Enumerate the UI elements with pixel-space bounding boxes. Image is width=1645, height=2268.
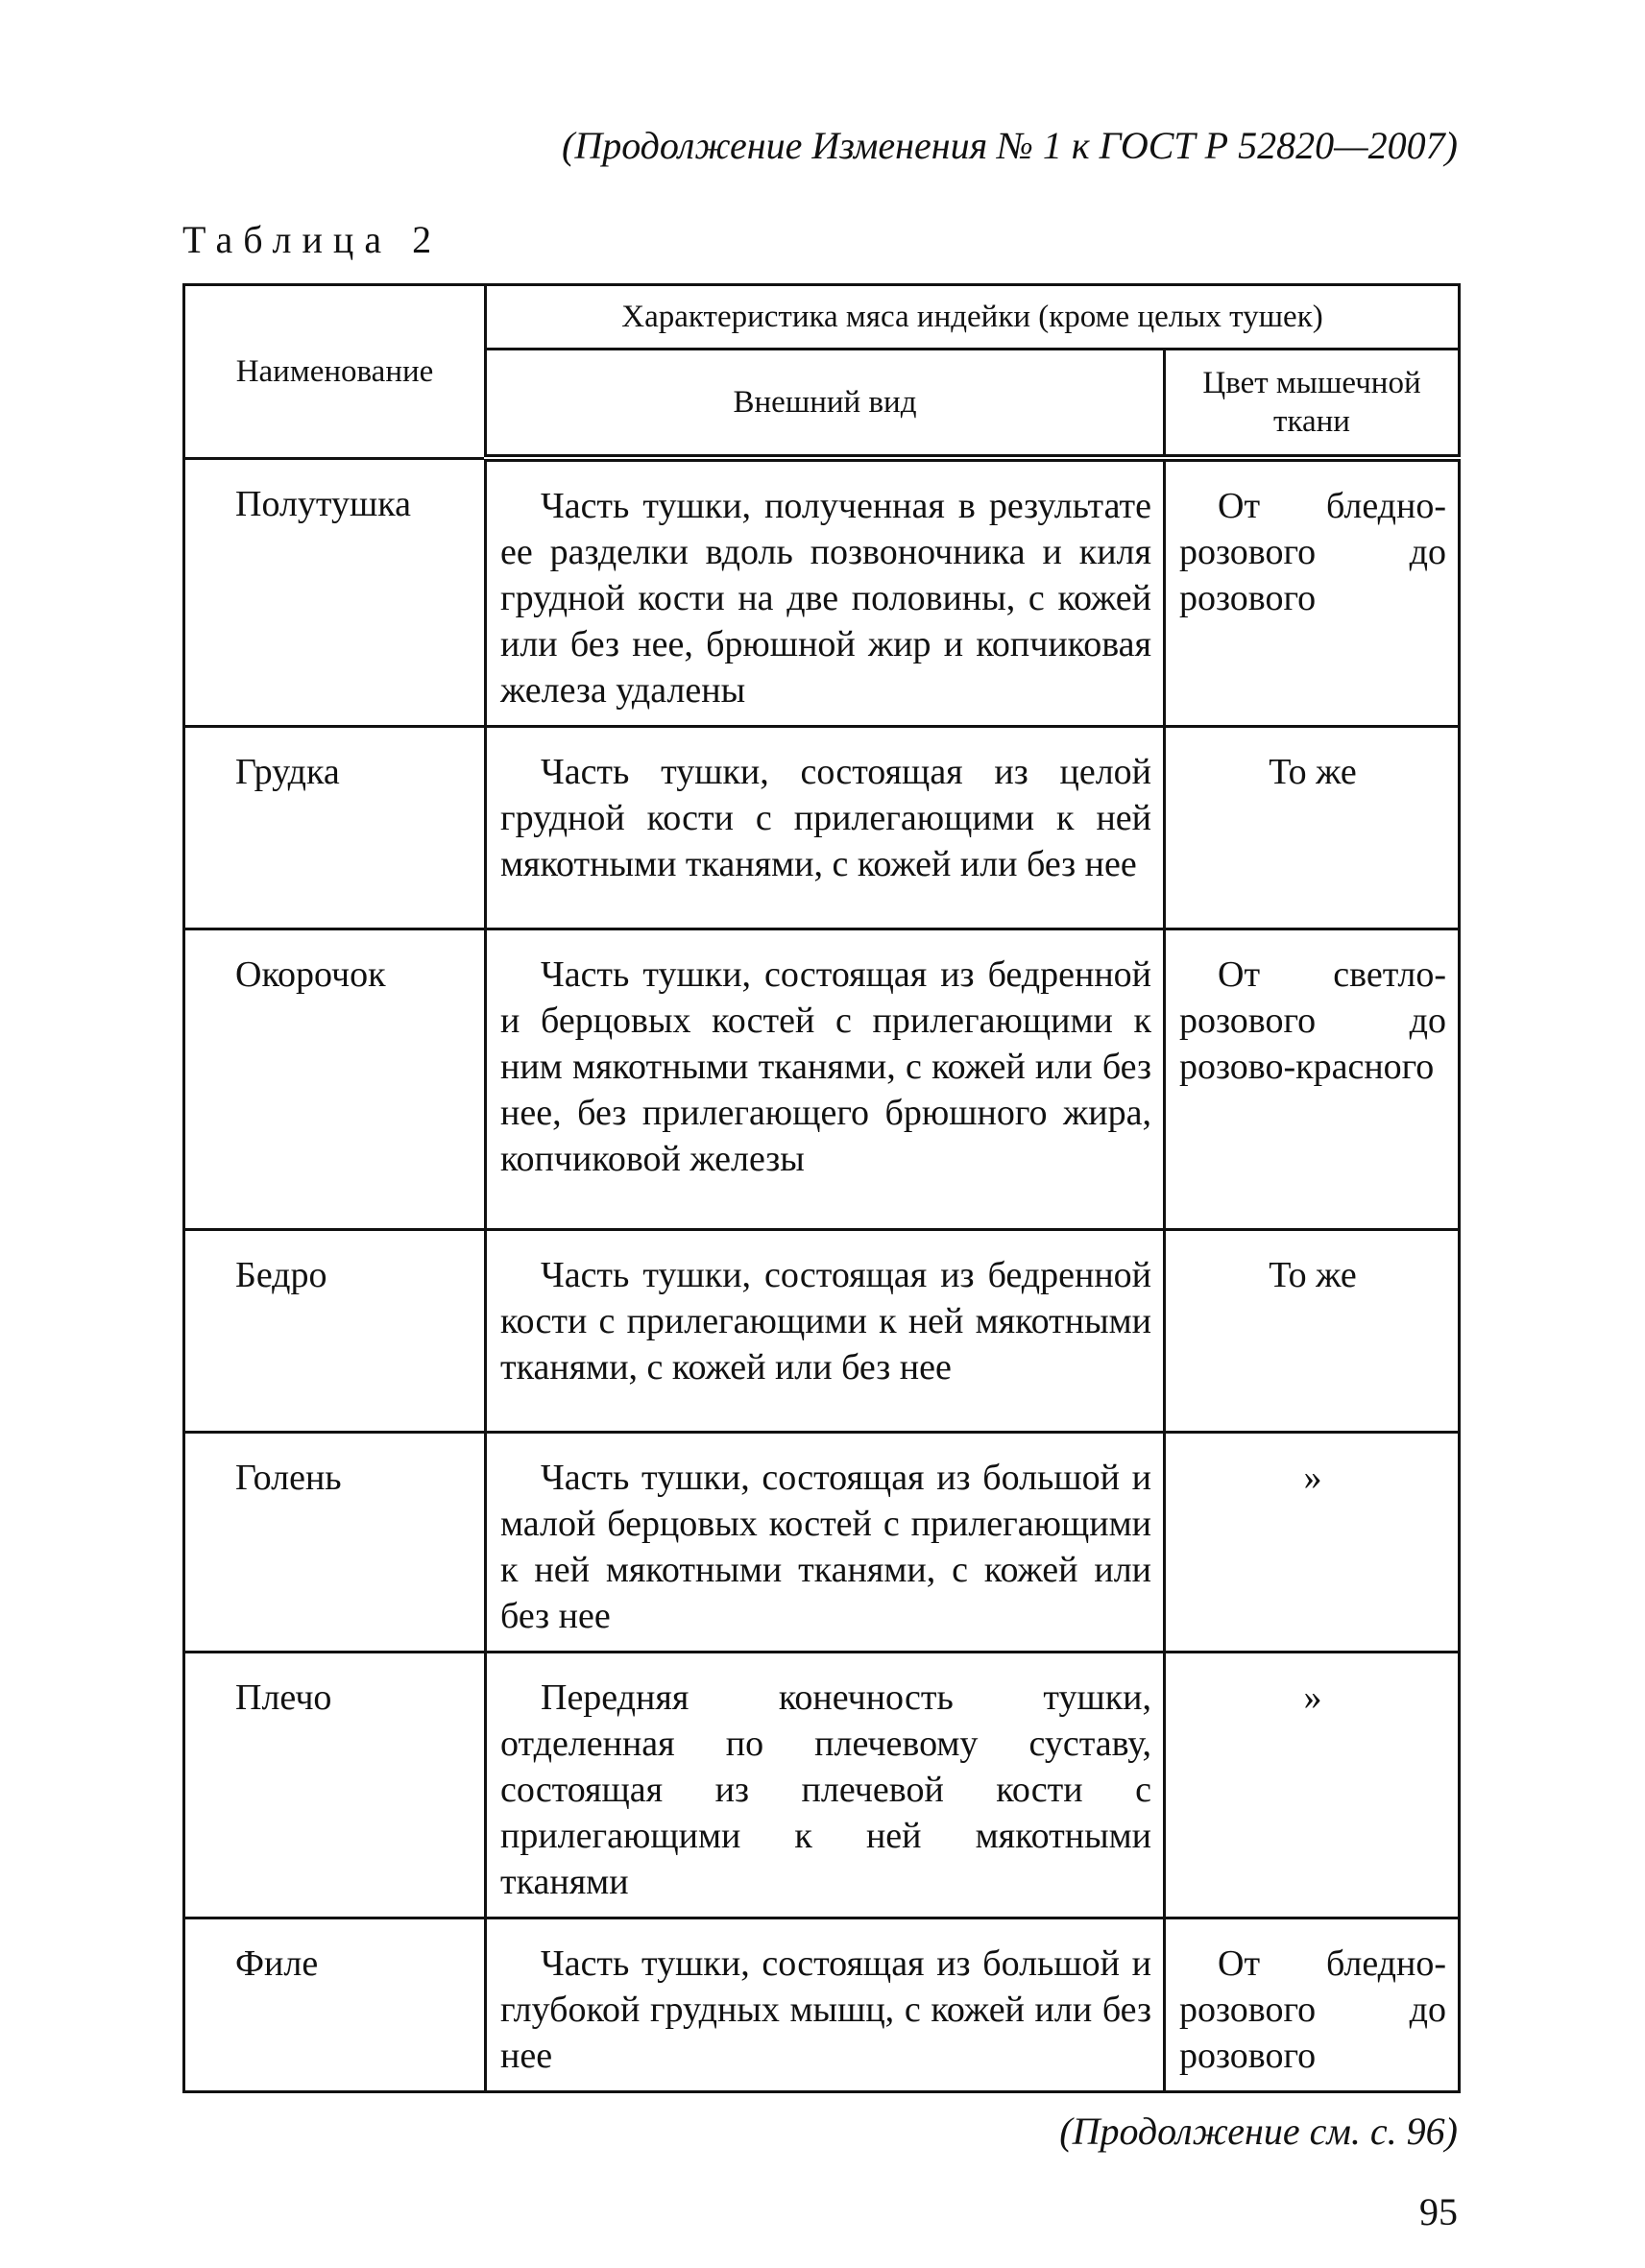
page-number: 95	[1419, 2190, 1458, 2233]
row-color: »	[1165, 1433, 1460, 1653]
row-appearance: Часть тушки, состоящая из большой и глубокой грудных мышц, с кожей или без нее	[486, 1918, 1165, 2092]
row-name: Плечо	[184, 1653, 486, 1918]
table-row	[184, 1918, 1460, 2092]
table-body	[184, 458, 1460, 2092]
row-color: »	[1165, 1653, 1460, 1918]
table-row	[184, 727, 1460, 929]
table-row	[184, 1433, 1460, 1653]
header-group: Характеристика мяса индейки (кроме целых тушек)	[486, 285, 1460, 350]
row-appearance: Передняя конечность тушки, отделенная по плечевому суставу, состоящая из плечевой кости с прилегающими к ней мякотными тканями	[486, 1653, 1165, 1918]
row-name: Филе	[184, 1918, 486, 2092]
row-appearance: Часть тушки, полученная в результате ее разделки вдоль позвоночника и киля грудной кости на две половины, с кожей или без нее, брюшной жир и копчиковая железа удалены	[486, 458, 1165, 727]
header-appearance: Внешний вид	[486, 350, 1165, 459]
row-appearance: Часть тушки, состоящая из бедренной кости с прилегающими к ней мякотными тканями, с кожей или без нее	[486, 1230, 1165, 1433]
table-row	[184, 1653, 1460, 1918]
row-name: Голень	[184, 1433, 486, 1653]
row-name: Окорочок	[184, 929, 486, 1230]
table-header	[184, 285, 1460, 459]
table-caption: Таблица 2	[182, 218, 443, 261]
row-color: От бледно-розового до розового	[1165, 458, 1460, 727]
header-note: (Продолжение Изменения № 1 к ГОСТ Р 52820—2007)	[562, 124, 1458, 167]
row-appearance: Часть тушки, состоящая из большой и малой берцовых костей с прилегающими к ней мякотными тканями, с кожей или без нее	[486, 1433, 1165, 1653]
header-name: Наименование	[184, 285, 486, 459]
row-color: От бледно-розового до розового	[1165, 1918, 1460, 2092]
row-color: То же	[1165, 727, 1460, 929]
row-appearance: Часть тушки, состоящая из бедренной и берцовых костей с прилегающими к ним мякотными тканями, с кожей или без нее, без прилегающего брюшного жира, копчиковой железы	[486, 929, 1165, 1230]
row-name: Бедро	[184, 1230, 486, 1433]
header-color: Цвет мышечной ткани	[1165, 350, 1460, 459]
row-appearance: Часть тушки, состоящая из целой грудной кости с прилегающими к ней мякотными тканями, с кожей или без нее	[486, 727, 1165, 929]
table-row	[184, 458, 1460, 727]
row-name: Полутушка	[184, 458, 486, 727]
row-name: Грудка	[184, 727, 486, 929]
table-row	[184, 929, 1460, 1230]
row-color: От светло-розового до розово-красного	[1165, 929, 1460, 1230]
row-color: То же	[1165, 1230, 1460, 1433]
table-row	[184, 1230, 1460, 1433]
footer-note: (Продолжение см. с. 96)	[1059, 2110, 1458, 2153]
characteristics-table	[182, 283, 1461, 2093]
